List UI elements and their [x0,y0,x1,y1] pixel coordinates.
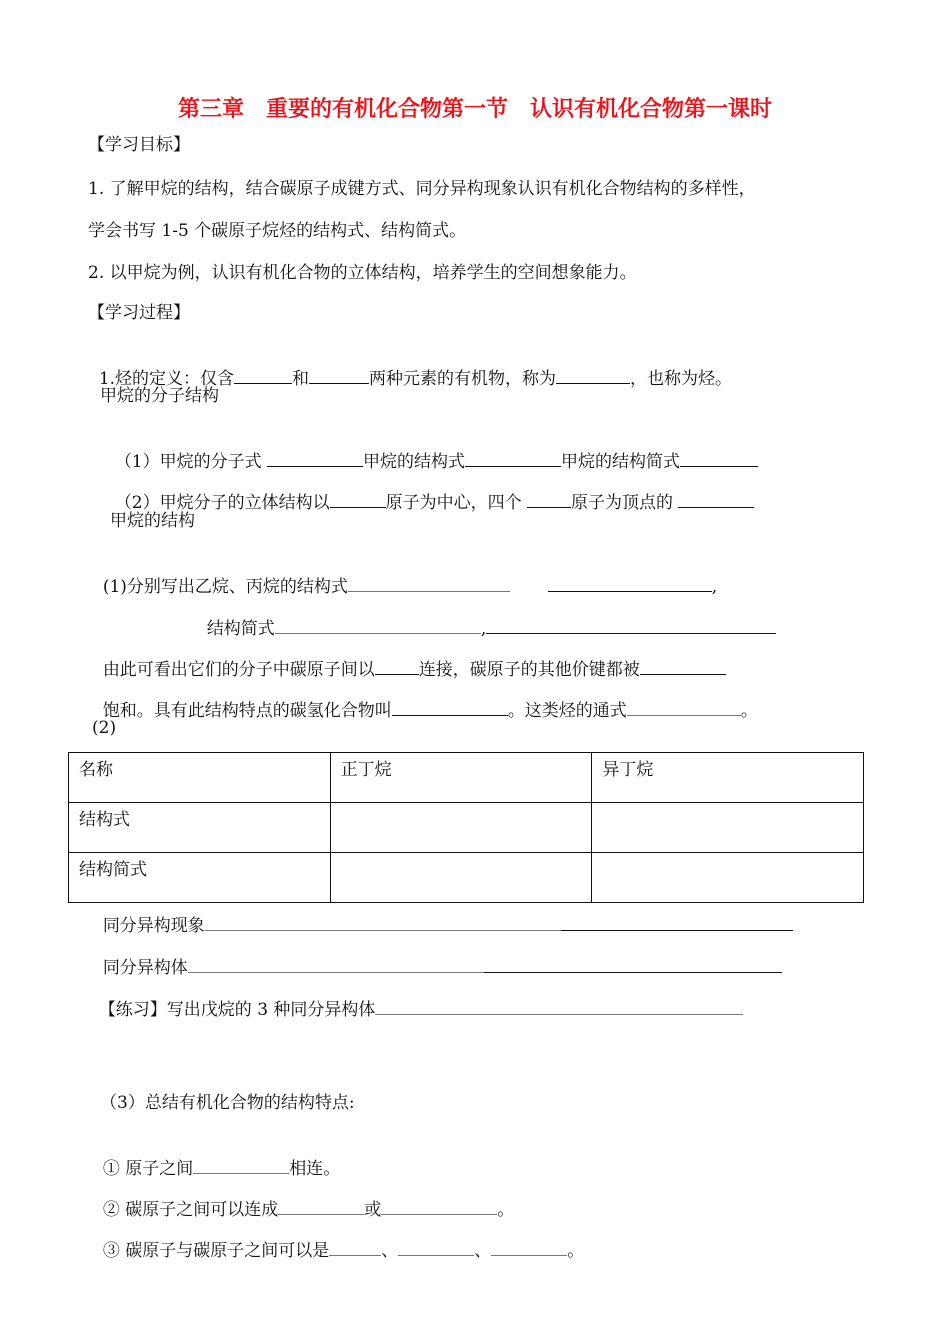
spatial-text-b: 原子为中心，四个 [385,493,522,513]
blank-isomerism-1[interactable] [205,913,561,931]
point-3-sep-1: 、 [381,1241,399,1261]
blank-isomers-1[interactable] [188,955,484,973]
point-2-text-b: 或 [364,1200,382,1220]
bond-text-a: 由此可看出它们的分子中碳原子间以 [102,660,375,680]
process-heading: 【学习过程】 [88,303,190,323]
methane-formulas [104,427,758,473]
blank-vertex-atom[interactable] [527,490,571,508]
exercise-line [88,975,743,1021]
blank-propane-structural[interactable] [548,574,712,592]
table-row-label: 结构式 [69,803,331,853]
definition-text-d: ，也称为烃。 [630,369,733,389]
table-row [69,803,864,853]
blank-hydrocarbon-name[interactable] [556,366,630,384]
blank-structural-formula[interactable] [465,449,561,467]
summary-point-3 [92,1216,584,1262]
definition-text-a: 1.烃的定义：仅含 [98,369,235,389]
goal-1-line-1: 1. 了解甲烷的结构，结合碳原子成键方式、同分异构现象认识有机化合物结构的多样性， [88,179,756,199]
hydrocarbon-definition [88,344,732,390]
point-1-text-b: 相连。 [289,1159,341,1179]
point-3-end: 。 [567,1241,585,1261]
alkane-text-c: 。 [740,701,758,721]
point-2-text-c: 。 [497,1200,515,1220]
alkane-text-b: 。这类烃的通式 [507,701,627,721]
blank-isomerism-2[interactable] [561,913,793,931]
blank-alkane-name[interactable] [392,698,508,716]
table-row-label: 结构简式 [69,853,331,903]
summary-point-1 [92,1134,340,1180]
table-cell-input[interactable] [592,803,864,853]
alkane-text-a: 饱和。具有此结构特点的碳氢化合物叫 [102,701,392,721]
point-2-text-a: ② 碳原子之间可以连成 [102,1200,279,1220]
methane-spatial-structure [104,468,754,514]
point-3-text-a: ③ 碳原子与碳原子之间可以是 [102,1241,330,1261]
blank-isomers-2[interactable] [484,955,782,973]
blank-pentane-isomers[interactable] [375,997,743,1015]
table-header-cell: 正丁烷 [330,753,592,803]
condensed-label: 结构简式 [206,619,275,639]
blank-element-1[interactable] [234,366,292,384]
spatial-text-a: （2）甲烷分子的立体结构以 [114,493,330,513]
goal-1-line-2: 学会书写 1-5 个碳原子烷烃的结构式、结构简式。 [88,221,467,241]
methane-structure-heading: 甲烷的分子结构 [100,386,219,406]
blank-ethane-condensed[interactable] [275,616,481,634]
comma-2: , [480,619,487,639]
blank-general-formula[interactable] [627,698,741,716]
comma: , [711,577,718,597]
ethane-propane-structural [92,552,717,598]
alkane-bond-sentence [92,635,726,681]
blank-molecular-formula[interactable] [267,449,363,467]
blank-shape[interactable] [678,490,754,508]
table-cell-input[interactable] [330,803,592,853]
alkane-definition-sentence [92,676,758,722]
table-header-row [69,753,864,803]
isomerism-label: 同分异构现象 [102,916,205,936]
definition-text-b: 和 [292,369,310,389]
blank-element-2[interactable] [309,366,369,384]
blank-propane-condensed[interactable] [486,616,776,634]
blank-double-bond[interactable] [398,1238,474,1256]
blank-saturating-atom[interactable] [640,657,726,675]
ethane-propane-condensed [196,594,776,640]
blank-center-atom[interactable] [330,490,386,508]
blank-triple-bond[interactable] [491,1238,567,1256]
ethane-propane-text: (1)分别写出乙烷、丙烷的结构式 [102,577,348,597]
table-header-cell: 异丁烷 [592,753,864,803]
summary-heading: （3）总结有机化合物的结构特点: [100,1093,355,1113]
blank-carbon-chain[interactable] [278,1197,364,1215]
isomers-label: 同分异构体 [102,958,188,978]
isomerism-phenomenon [92,891,793,937]
blank-ethane-structural[interactable] [348,574,510,592]
condensed-formula-label: 甲烷的结构简式 [561,452,681,472]
section-2-label: (2) [92,718,117,738]
structural-formula-label: 甲烷的结构式 [363,452,466,472]
isomers-line [92,933,782,979]
blank-carbon-ring[interactable] [381,1197,497,1215]
blank-bond-between-atoms[interactable] [193,1156,289,1174]
goal-2: 2. 以甲烷为例，认识有机化合物的立体结构，培养学生的空间想象能力。 [88,263,637,283]
page-title: 第三章 重要的有机化合物第一节 认识有机化合物第一课时 [177,97,772,122]
point-1-text-a: ① 原子之间 [102,1159,194,1179]
methane-structure-heading-2: 甲烷的结构 [110,511,195,531]
summary-point-2 [92,1175,514,1221]
goals-heading: 【学习目标】 [88,135,190,155]
exercise-label: 【练习】写出戊烷的 3 种同分异构体 [98,1000,376,1020]
blank-bond-type[interactable] [375,657,419,675]
point-3-sep-2: 、 [474,1241,492,1261]
bond-text-b: 连接，碳原子的其他价键都被 [418,660,640,680]
molecular-formula-label: （1）甲烷的分子式 [114,452,262,472]
blank-condensed-formula[interactable] [680,449,758,467]
blank-single-bond[interactable] [329,1238,381,1256]
butane-table [68,752,864,903]
spatial-text-c: 原子为顶点的 [571,493,674,513]
definition-text-c: 两种元素的有机物，称为 [369,369,557,389]
table-header-cell: 名称 [69,753,331,803]
